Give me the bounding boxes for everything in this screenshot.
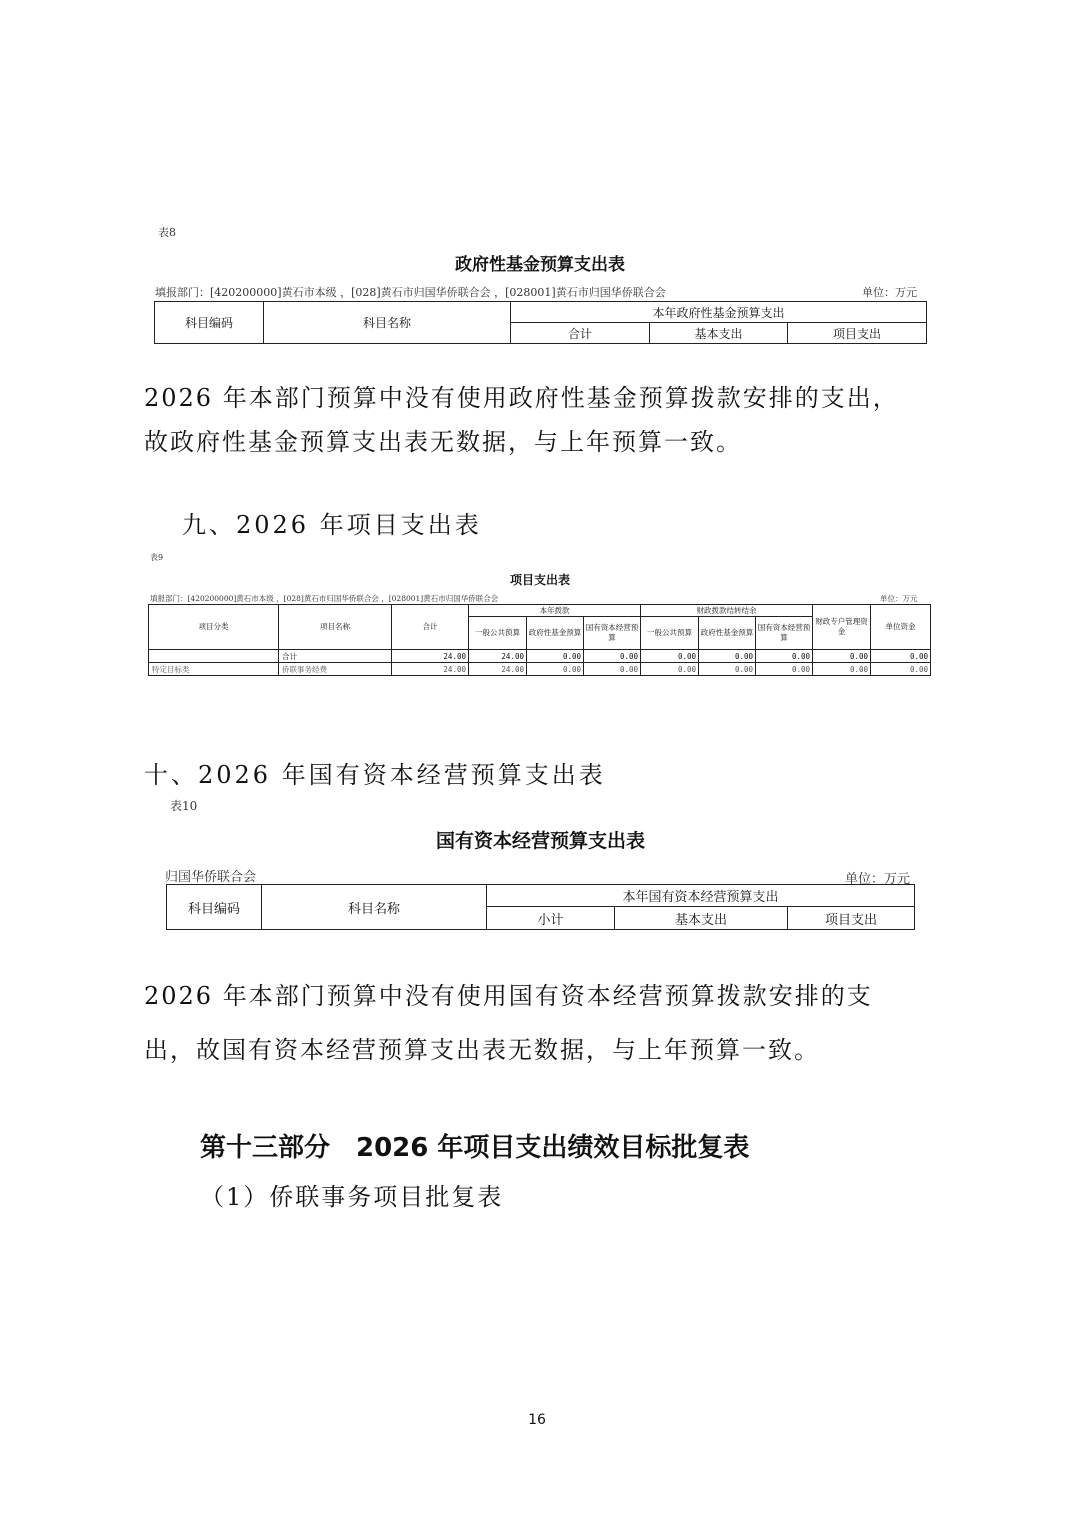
- table9-header-category: 项目分类: [149, 605, 279, 650]
- table9-cell-value: 0.00: [584, 650, 641, 663]
- table9-cell-value: 0.00: [584, 663, 641, 676]
- section9-heading: 九、2026 年项目支出表: [182, 511, 482, 539]
- table9-header-total: 合计: [392, 605, 469, 650]
- table8-header-project: 项目支出: [788, 323, 927, 344]
- table8-unit: 单位：万元: [862, 286, 917, 299]
- table9-cell-value: 24.00: [392, 650, 469, 663]
- paragraph-table8-line2: 故政府性基金预算支出表无数据，与上年预算一致。: [144, 428, 742, 456]
- table10-header-subtotal: 小计: [487, 907, 615, 930]
- table9-cell-name: 侨联事务经费: [279, 663, 392, 676]
- page-number: 16: [528, 1412, 546, 1428]
- table9-header-name: 项目名称: [279, 605, 392, 650]
- part13-subheading: （1）侨联事务项目批复表: [200, 1183, 504, 1211]
- table9-cell-value: 0.00: [813, 650, 871, 663]
- table9-header-group1: 本年拨款: [469, 605, 641, 617]
- table9-row-total: [149, 650, 931, 663]
- table9-cell-value: 24.00: [392, 663, 469, 676]
- table9-cell-value: 0.00: [641, 650, 699, 663]
- table8-label: 表8: [158, 226, 176, 239]
- table10-dept: 归国华侨联合会: [165, 870, 257, 885]
- table9-header-group2: 财政拨款结转结余: [641, 605, 813, 617]
- table9-cell-value: 0.00: [641, 663, 699, 676]
- table8-header-code: 科目编码: [155, 302, 264, 344]
- table10: [166, 884, 915, 930]
- table10-header-basic: 基本支出: [615, 907, 788, 930]
- table8-dept: 填报部门：[420200000]黄石市本级 ，[028]黄石市归国华侨联合会 ，[028001]黄石市归国华侨联合会: [155, 286, 666, 299]
- table9-header-g1c2: 政府性基金预算: [527, 617, 584, 650]
- table9-cell-value: 24.00: [469, 663, 527, 676]
- table9-header-g2c3: 国有资本经营预算: [756, 617, 813, 650]
- table9-cell-value: 0.00: [699, 663, 756, 676]
- table10-title: 国有资本经营预算支出表: [435, 830, 645, 852]
- table9-cell-value: 0.00: [813, 663, 871, 676]
- table8-header-group: 本年政府性基金预算支出: [511, 302, 927, 323]
- paragraph-table10-line2: 出，故国有资本经营预算支出表无数据，与上年预算一致。: [144, 1036, 820, 1064]
- table9-header-g2c2: 政府性基金预算: [699, 617, 756, 650]
- paragraph-table8-line1: 2026 年本部门预算中没有使用政府性基金预算拨款安排的支出，: [144, 384, 899, 412]
- table8-title: 政府性基金预算支出表: [455, 255, 625, 275]
- table9-row: [149, 663, 931, 676]
- table9-cell-category: 特定目标类: [149, 663, 279, 676]
- table8: [154, 301, 927, 344]
- table9-header-g2c1: 一般公共预算: [641, 617, 699, 650]
- table10-label: 表10: [170, 799, 198, 813]
- part13-heading: 第十三部分 2026 年项目支出绩效目标批复表: [200, 1133, 750, 1163]
- section10-heading: 十、2026 年国有资本经营预算支出表: [144, 761, 606, 789]
- table9-cell-value: 0.00: [699, 650, 756, 663]
- paragraph-table10-line1: 2026 年本部门预算中没有使用国有资本经营预算拨款安排的支: [144, 982, 873, 1010]
- table9-cell-category: [149, 650, 279, 663]
- table9-cell-value: 0.00: [871, 663, 931, 676]
- table9-cell-name: 合计: [279, 650, 392, 663]
- table9: [148, 604, 931, 676]
- table9-cell-value: 0.00: [756, 663, 813, 676]
- table10-header-code: 科目编码: [167, 885, 262, 930]
- table10-header-project: 项目支出: [788, 907, 915, 930]
- table9-dept: 填报部门：[420200000]黄石市本级 ，[028]黄石市归国华侨联合会 ，[028001]黄石市归国华侨联合会: [150, 594, 499, 603]
- table9-cell-value: 0.00: [527, 663, 584, 676]
- table9-header-unit-funds: 单位资金: [871, 605, 931, 650]
- table9-cell-value: 0.00: [871, 650, 931, 663]
- table10-header-name: 科目名称: [262, 885, 487, 930]
- table10-header-group: 本年国有资本经营预算支出: [487, 885, 915, 907]
- table9-cell-value: 24.00: [469, 650, 527, 663]
- table9-cell-value: 0.00: [527, 650, 584, 663]
- table9-label: 表9: [150, 553, 164, 562]
- table9-header-g1c3: 国有资本经营预算: [584, 617, 641, 650]
- table9-header-g1c1: 一般公共预算: [469, 617, 527, 650]
- table10-unit: 单位：万元: [845, 872, 911, 887]
- table9-unit: 单位：万元: [880, 594, 918, 603]
- table9-header-special: 财政专户管理资金: [813, 605, 871, 650]
- table8-header-total: 合计: [511, 323, 650, 344]
- table8-header-basic: 基本支出: [650, 323, 788, 344]
- table9-title: 项目支出表: [509, 573, 570, 587]
- table8-header-name: 科目名称: [264, 302, 511, 344]
- table9-cell-value: 0.00: [756, 650, 813, 663]
